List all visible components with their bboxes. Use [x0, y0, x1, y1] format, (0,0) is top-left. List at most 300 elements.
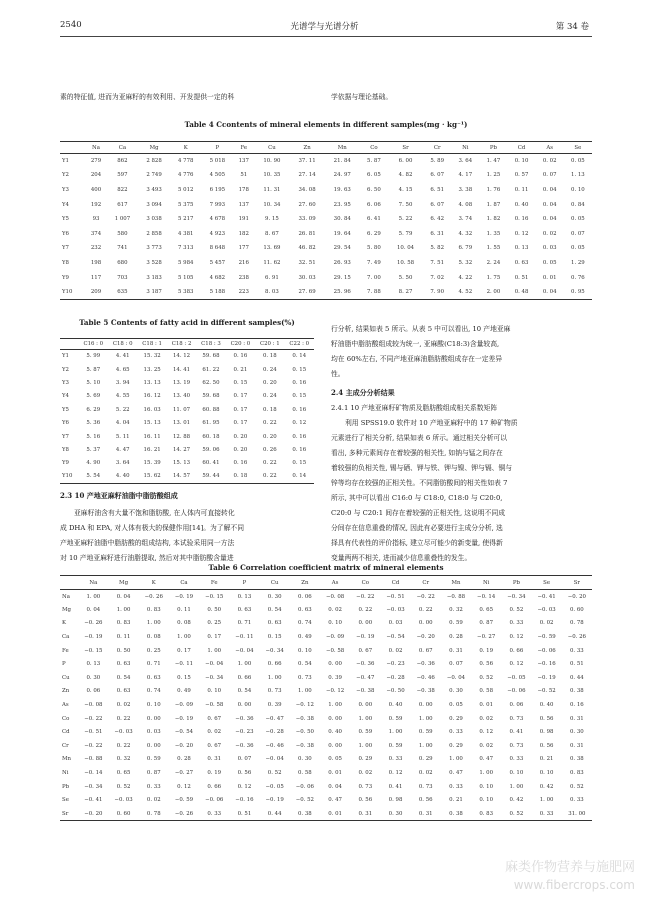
table6-cell: −0. 34: [507, 593, 526, 600]
table6-cell: 0. 52: [501, 807, 531, 821]
table4-col-header: [60, 142, 85, 154]
table5-cell: Y5: [62, 406, 69, 413]
table5-cell: 15. 62: [137, 470, 166, 483]
table6-cell: 0. 49: [298, 634, 312, 641]
table5-cell: 13. 40: [172, 393, 191, 400]
table4-cell: 11. 31: [263, 186, 281, 193]
table6-cell: −0. 28: [386, 674, 405, 681]
table6-cell: 0. 67: [207, 742, 222, 749]
table6-cell: 1. 00: [418, 715, 433, 722]
table6-cell: −0. 26: [169, 807, 199, 821]
table6-cell: 0. 31: [449, 647, 463, 654]
table6-cell: 0. 10: [479, 783, 494, 790]
table5-cell: 13. 13: [143, 379, 161, 386]
table4-cell: 5 457: [209, 259, 226, 266]
table4-row: [60, 183, 592, 198]
table4-cell: 4 381: [178, 230, 194, 237]
table6-caption: Table 6 Correlation coefficient matrix of mineral elements: [208, 563, 444, 572]
table6-cell: 0. 47: [479, 756, 494, 763]
table4-col-header: Cd: [508, 142, 536, 154]
table4-col-header: Fe: [233, 142, 254, 154]
table6-cell: 0. 10: [328, 620, 342, 627]
table4-cell: 5 217: [178, 216, 194, 223]
table6-cell: 0. 02: [328, 606, 342, 613]
table6-cell: 0. 32: [449, 606, 463, 613]
table4-cell: 0. 10: [571, 186, 585, 193]
table4-col-header: Pb: [479, 142, 507, 154]
table5-cell: Y2: [62, 366, 69, 373]
table4-cell: 3 094: [146, 201, 162, 208]
table4-cell: 2. 24: [486, 259, 501, 266]
table6-cell: 0. 54: [237, 688, 252, 695]
table6-cell: 0. 40: [539, 702, 554, 709]
table6-cell: −0. 26: [144, 593, 163, 600]
table4-cell: 5. 80: [367, 245, 381, 252]
table4-cell: 7 993: [209, 201, 226, 208]
table6-cell: 0. 52: [116, 783, 131, 790]
table6-cell: 0. 16: [570, 702, 584, 709]
table6-cell: −0. 46: [416, 674, 435, 681]
table6-cell: 0. 02: [207, 729, 222, 736]
table5-cell: 0. 12: [292, 420, 307, 427]
table5-row: [60, 430, 314, 443]
table4-cell: 4 505: [209, 172, 226, 179]
table5-cell: 0. 22: [255, 470, 284, 483]
table4-cell: 680: [117, 259, 128, 266]
table4-cell: 0. 03: [542, 245, 557, 252]
table4-row: [60, 270, 592, 285]
right-line-4: 性。: [331, 370, 345, 378]
table5-cell: 0. 22: [262, 460, 277, 467]
table4-cell: 1. 29: [571, 259, 585, 266]
table4-col-header: Ca: [107, 142, 139, 154]
table4-cell: 10. 35: [263, 172, 281, 179]
table6-cell: −0. 15: [84, 647, 103, 654]
table4-cell: 1. 87: [486, 201, 501, 208]
table6-cell: −0. 41: [84, 797, 103, 804]
table6-cell: −0. 22: [84, 742, 103, 749]
table6-cell: 0. 33: [146, 783, 161, 790]
table4-cell: Y3: [62, 186, 69, 193]
table4-cell: 5. 82: [430, 245, 445, 252]
table6-cell: 0. 71: [237, 620, 252, 627]
table6-cell: 0. 50: [207, 606, 222, 613]
table4-cell: 4 678: [209, 216, 226, 223]
table6-row: [60, 685, 592, 699]
table4-cell: 0. 04: [542, 186, 557, 193]
table6-cell: −0. 19: [174, 715, 194, 722]
table6-cell: 0. 54: [267, 606, 282, 613]
table6-cell: 0. 12: [509, 661, 524, 668]
table4-cell: 26. 93: [333, 259, 351, 266]
table5-cell: 0. 18: [262, 406, 277, 413]
table6-cell: −0. 23: [235, 729, 254, 736]
para-line-9: 择具有代表性的评价指标, 建立尽可能少的新变量, 使得新: [331, 539, 503, 547]
table4-cell: 6. 51: [430, 186, 445, 193]
table6-cell: 0. 10: [207, 688, 222, 695]
table5-cell: 5. 87: [86, 366, 101, 373]
table6-cell: 0. 58: [298, 770, 312, 777]
table4-cell: 26. 81: [298, 230, 316, 237]
table6-cell: 0. 02: [418, 770, 433, 777]
table4-cell: 4 778: [178, 158, 194, 165]
table4-cell: 182: [238, 230, 249, 237]
table4-cell: 0. 11: [514, 186, 529, 193]
table5-cell: Y4: [62, 393, 69, 400]
table4-cell: 7. 88: [360, 285, 388, 300]
table6-cell: 0. 17: [177, 647, 191, 654]
table6-cell: 0. 30: [449, 688, 463, 695]
table6-cell: 0. 25: [146, 647, 161, 654]
table6-cell: 0. 22: [116, 715, 131, 722]
table4-cell: 178: [238, 186, 249, 193]
watermark-title: 麻类作物营养与施肥网: [504, 860, 635, 875]
table5-cell: 12. 88: [172, 433, 191, 440]
table6-cell: 0. 38: [441, 807, 471, 821]
table6-cell: −0. 11: [235, 634, 254, 641]
table6-row: [60, 807, 592, 821]
table4-col-header: Mn: [325, 142, 360, 154]
table4-cell: 8 648: [209, 245, 226, 252]
table6-cell: 0. 05: [328, 756, 342, 763]
table4-cell: 6. 00: [398, 158, 413, 165]
table4-cell: 0. 40: [514, 201, 529, 208]
table6-cell: 0. 00: [418, 702, 433, 709]
table6-col-header: Sr: [562, 576, 592, 590]
table5-cell: 0. 14: [292, 353, 307, 360]
table6-row: [60, 766, 592, 780]
table4-col-header: Ni: [451, 142, 479, 154]
table4-cell: 137: [238, 201, 249, 208]
table6-cell: −0. 26: [84, 620, 103, 627]
table4-cell: 5. 87: [367, 158, 381, 165]
table4-cell: 0. 07: [542, 172, 557, 179]
table6-cell: 0. 63: [116, 688, 131, 695]
table6-cell: −0. 05: [265, 783, 284, 790]
table4-cell: 5 383: [170, 285, 202, 300]
table6-cell: P: [62, 661, 66, 668]
table6-cell: 0. 59: [449, 620, 463, 627]
table6-cell: −0. 36: [235, 742, 254, 749]
table5-cell: 60. 88: [202, 406, 220, 413]
table6-cell: −0. 38: [295, 742, 314, 749]
para-line-4: 着较强的负相关性, 锡与硒、钾与铁、钾与镍、钾与镉、铜与: [331, 464, 513, 472]
table5-cell: Y8: [62, 446, 69, 453]
table6-cell: −0. 27: [174, 770, 194, 777]
table5-fatty-acid: [60, 338, 314, 484]
table6-cell: 1. 00: [146, 620, 161, 627]
table6-cell: 0. 10: [509, 770, 524, 777]
table4-cell: 7. 02: [430, 274, 445, 281]
table5-cell: 15. 32: [143, 353, 161, 360]
table5-cell: 11. 07: [172, 406, 191, 413]
table6-cell: 0. 29: [358, 756, 373, 763]
table4-cell: 0. 63: [514, 259, 529, 266]
table6-cell: 0. 60: [108, 807, 138, 821]
table4-caption: Table 4 Ccontents of mineral elements in different samples(mg · kg⁻¹): [184, 120, 468, 129]
table4-col-header: P: [202, 142, 234, 154]
table6-cell: 0. 83: [570, 770, 584, 777]
table4-cell: 10. 58: [396, 259, 415, 266]
table6-col-header: Fe: [199, 576, 229, 590]
table6-cell: 1. 00: [388, 729, 403, 736]
table4-cell: 37. 11: [298, 158, 316, 165]
table6-cell: 0. 33: [199, 807, 229, 821]
table6-cell: 0. 00: [358, 702, 373, 709]
table5-cell: 5. 37: [86, 446, 101, 453]
table6-cell: 0. 73: [418, 783, 433, 790]
table6-cell: 0. 11: [116, 634, 131, 641]
table6-cell: 0. 30: [380, 807, 410, 821]
table4-cell: Y4: [62, 201, 69, 208]
table4-cell: 6. 41: [367, 216, 381, 223]
table6-cell: 0. 31: [207, 756, 222, 763]
table4-cell: 3. 74: [458, 216, 473, 223]
table6-cell: −0. 19: [174, 593, 194, 600]
table4-col-header: Co: [360, 142, 388, 154]
table6-cell: 0. 47: [449, 770, 463, 777]
table4-cell: 0. 04: [542, 216, 557, 223]
table6-cell: 0. 59: [388, 742, 403, 749]
table4-cell: Y10: [60, 285, 85, 300]
table6-cell: 1. 00: [418, 742, 433, 749]
table6-cell: 0. 56: [358, 797, 373, 804]
table6-cell: 0. 28: [449, 634, 463, 641]
table6-cell: −0. 52: [295, 797, 314, 804]
table6-cell: 0. 33: [509, 756, 524, 763]
table6-cell: 0. 74: [298, 620, 312, 627]
table6-cell: 1. 00: [539, 797, 554, 804]
table5-cell: 14. 12: [172, 353, 191, 360]
para-line-7: C20:0 与 C20:1 间存在着较强的正相关性, 这说明不同成: [331, 509, 506, 517]
table6-cell: −0. 20: [567, 593, 586, 600]
table5-cell: 5. 69: [86, 393, 101, 400]
table6-cell: Ca: [62, 634, 70, 641]
table6-cell: 0. 52: [570, 783, 584, 790]
table6-cell: 0. 12: [479, 729, 494, 736]
table4-cell: 29. 54: [333, 245, 351, 252]
table5-row: [60, 390, 314, 403]
table6-cell: −0. 54: [174, 729, 194, 736]
table6-cell: 0. 33: [570, 797, 584, 804]
table4-cell: Y8: [62, 259, 69, 266]
table6-cell: 0. 59: [388, 715, 403, 722]
table5-row: [60, 403, 314, 416]
table6-cell: −0. 58: [325, 647, 345, 654]
table5-cell: 61. 95: [202, 420, 220, 427]
table6-cell: 0. 12: [509, 634, 524, 641]
table6-cell: 0. 67: [207, 715, 222, 722]
table4-cell: 191: [238, 216, 249, 223]
para-line-6: 所示, 其中可以看出 C16:0 与 C18:0, C18:0 与 C20:0,: [331, 494, 503, 502]
table4-cell: 30. 03: [298, 274, 316, 281]
table4-cell: 232: [90, 245, 102, 252]
table4-cell: 703: [117, 274, 128, 281]
table5-col-header: C20 : 0: [226, 339, 255, 350]
table5-cell: 0. 20: [233, 446, 248, 453]
table4-cell: 30. 84: [333, 216, 351, 223]
table6-cell: 0. 73: [509, 715, 524, 722]
table4-col-header: Cr: [423, 142, 451, 154]
table5-cell: 0. 21: [233, 366, 248, 373]
table4-cell: 0. 05: [571, 245, 585, 252]
table6-cell: 0. 17: [207, 634, 222, 641]
table4-cell: 11. 62: [263, 259, 281, 266]
table5-cell: 13. 19: [172, 379, 191, 386]
table6-cell: 0. 67: [418, 647, 433, 654]
table4-cell: 23. 95: [333, 201, 351, 208]
table6-cell: Co: [62, 715, 70, 722]
table4-cell: Y1: [62, 158, 69, 165]
table4-cell: 4. 22: [458, 274, 473, 281]
left-line-1: 亚麻籽油含有大量不饱和脂肪酸, 在人体内可直接转化: [74, 509, 235, 517]
table4-cell: 8. 27: [388, 285, 423, 300]
table5-cell: 13. 01: [172, 420, 191, 427]
table4-cell: 4. 08: [458, 201, 473, 208]
table4-cell: 4. 17: [458, 172, 473, 179]
table4-cell: 6. 07: [430, 201, 445, 208]
table6-cell: 0. 13: [237, 593, 252, 600]
table6-cell: −0. 12: [295, 702, 314, 709]
table4-cell: 7. 49: [367, 259, 381, 266]
table6-cell: 0. 06: [298, 593, 312, 600]
table6-cell: Se: [62, 797, 69, 804]
table6-col-header: Mg: [108, 576, 138, 590]
table6-cell: 0. 39: [267, 702, 282, 709]
table5-cell: 5. 36: [86, 420, 101, 427]
table6-cell: −0. 14: [84, 770, 103, 777]
table6-cell: Cu: [62, 674, 70, 681]
table6-cell: −0. 58: [205, 702, 224, 709]
table6-cell: −0. 46: [265, 742, 284, 749]
table5-cell: 0. 16: [233, 460, 248, 467]
table4-cell: 2 828: [146, 158, 162, 165]
table6-cell: −0. 06: [537, 647, 556, 654]
table6-cell: 0. 04: [86, 606, 101, 613]
right-line-3: 均在 60%左右, 不同产地亚麻油脂肪酸组成存在一定差异: [331, 355, 503, 363]
table4-cell: Y5: [62, 216, 69, 223]
table6-cell: 0. 65: [116, 770, 131, 777]
table6-cell: −0. 52: [537, 688, 556, 695]
table5-cell: 6. 29: [86, 406, 101, 413]
table6-cell: −0. 05: [507, 674, 526, 681]
table4-cell: 93: [92, 216, 100, 223]
table4-cell: 5. 32: [458, 259, 473, 266]
table4-cell: 0. 57: [514, 172, 529, 179]
table4-cell: 0. 51: [514, 274, 529, 281]
table6-cell: 0. 01: [320, 807, 350, 821]
table6-cell: 0. 02: [116, 702, 131, 709]
table4-row: [60, 168, 592, 183]
table4-cell: Y9: [62, 274, 69, 281]
table5-cell: 15. 39: [143, 460, 161, 467]
table4-cell: 597: [117, 172, 128, 179]
table5-cell: 14. 27: [172, 446, 191, 453]
table6-cell: 0. 59: [418, 729, 433, 736]
table6-cell: 0. 56: [479, 661, 494, 668]
table4-cell: 6. 50: [367, 186, 381, 193]
table6-col-header: Cr: [411, 576, 441, 590]
table5-cell: 14. 57: [167, 470, 196, 483]
table6-cell: 0. 58: [479, 688, 494, 695]
table5-col-header: C20 : 1: [255, 339, 284, 350]
table4-cell: 0. 05: [571, 158, 585, 165]
table4-cell: 1. 75: [486, 274, 501, 281]
table6-cell: 0. 15: [267, 634, 282, 641]
table4-cell: 3 493: [146, 186, 162, 193]
table6-cell: −0. 47: [265, 715, 284, 722]
table5-cell: 4. 40: [108, 470, 137, 483]
table6-row: [60, 657, 592, 671]
table4-cell: 5 018: [209, 158, 226, 165]
table6-cell: 0. 32: [116, 756, 131, 763]
table6-cell: 1. 00: [449, 756, 463, 763]
table6-cell: 0. 38: [570, 756, 584, 763]
table4-cell: 3 038: [146, 216, 162, 223]
table4-cell: 0. 04: [542, 201, 557, 208]
table6-cell: 0. 78: [570, 620, 584, 627]
table6-cell: 0. 00: [146, 715, 161, 722]
table6-col-header: Ca: [169, 576, 199, 590]
table6-cell: −0. 47: [356, 674, 375, 681]
table6-cell: −0. 51: [386, 593, 405, 600]
table4-cell: 0. 01: [542, 274, 557, 281]
table4-cell: 6. 06: [367, 201, 381, 208]
table5-cell: 15. 13: [172, 460, 191, 467]
table6-cell: 0. 11: [177, 606, 191, 613]
table4-row: [60, 285, 592, 300]
table4-cell: 24. 97: [333, 172, 351, 179]
table5-cell: 5. 22: [115, 406, 130, 413]
table6-cell: 0. 66: [267, 661, 282, 668]
table5-col-header: C16 : 0: [79, 339, 108, 350]
table5-cell: 4. 90: [86, 460, 101, 467]
table6-cell: 31. 00: [562, 807, 592, 821]
table6-cell: −0. 59: [174, 797, 194, 804]
table4-cell: 46. 82: [298, 245, 316, 252]
table6-cell: 0. 41: [388, 783, 403, 790]
table4-cell: 6. 42: [430, 216, 445, 223]
table6-cell: 0. 66: [207, 783, 222, 790]
table6-cell: 0. 56: [237, 770, 252, 777]
table6-cell: −0. 36: [416, 661, 435, 668]
left-line-4: 对 10 产地亚麻籽进行油脂提取, 然后对其中脂肪酸含量进: [60, 554, 234, 562]
table4-cell: 1. 47: [486, 158, 501, 165]
table6-cell: −0. 22: [416, 593, 435, 600]
table6-cell: Mn: [62, 756, 71, 763]
table6-cell: −0. 06: [205, 797, 224, 804]
table6-cell: 0. 00: [328, 715, 342, 722]
table5-col-header: C22 : 0: [285, 339, 314, 350]
table4-cell: 1. 55: [486, 245, 501, 252]
table6-cell: 0. 44: [570, 674, 584, 681]
table6-cell: 0. 39: [328, 674, 342, 681]
table6-cell: Na: [62, 593, 70, 600]
table6-cell: 0. 31: [350, 807, 380, 821]
table6-cell: −0. 15: [205, 593, 224, 600]
table6-cell: −0. 16: [235, 797, 254, 804]
table5-cell: 4. 55: [115, 393, 130, 400]
table6-cell: 0. 13: [86, 661, 101, 668]
table6-cell: 0. 38: [570, 688, 584, 695]
table6-row: [60, 753, 592, 767]
table5-cell: Y7: [62, 433, 69, 440]
table5-caption: Table 5 Contents of fatty acid in different samples(%): [79, 318, 295, 327]
table4-cell: 400: [90, 186, 102, 193]
table4-cell: Y7: [62, 245, 69, 252]
table5-cell: 3. 94: [115, 379, 130, 386]
table6-cell: 0. 59: [146, 756, 161, 763]
